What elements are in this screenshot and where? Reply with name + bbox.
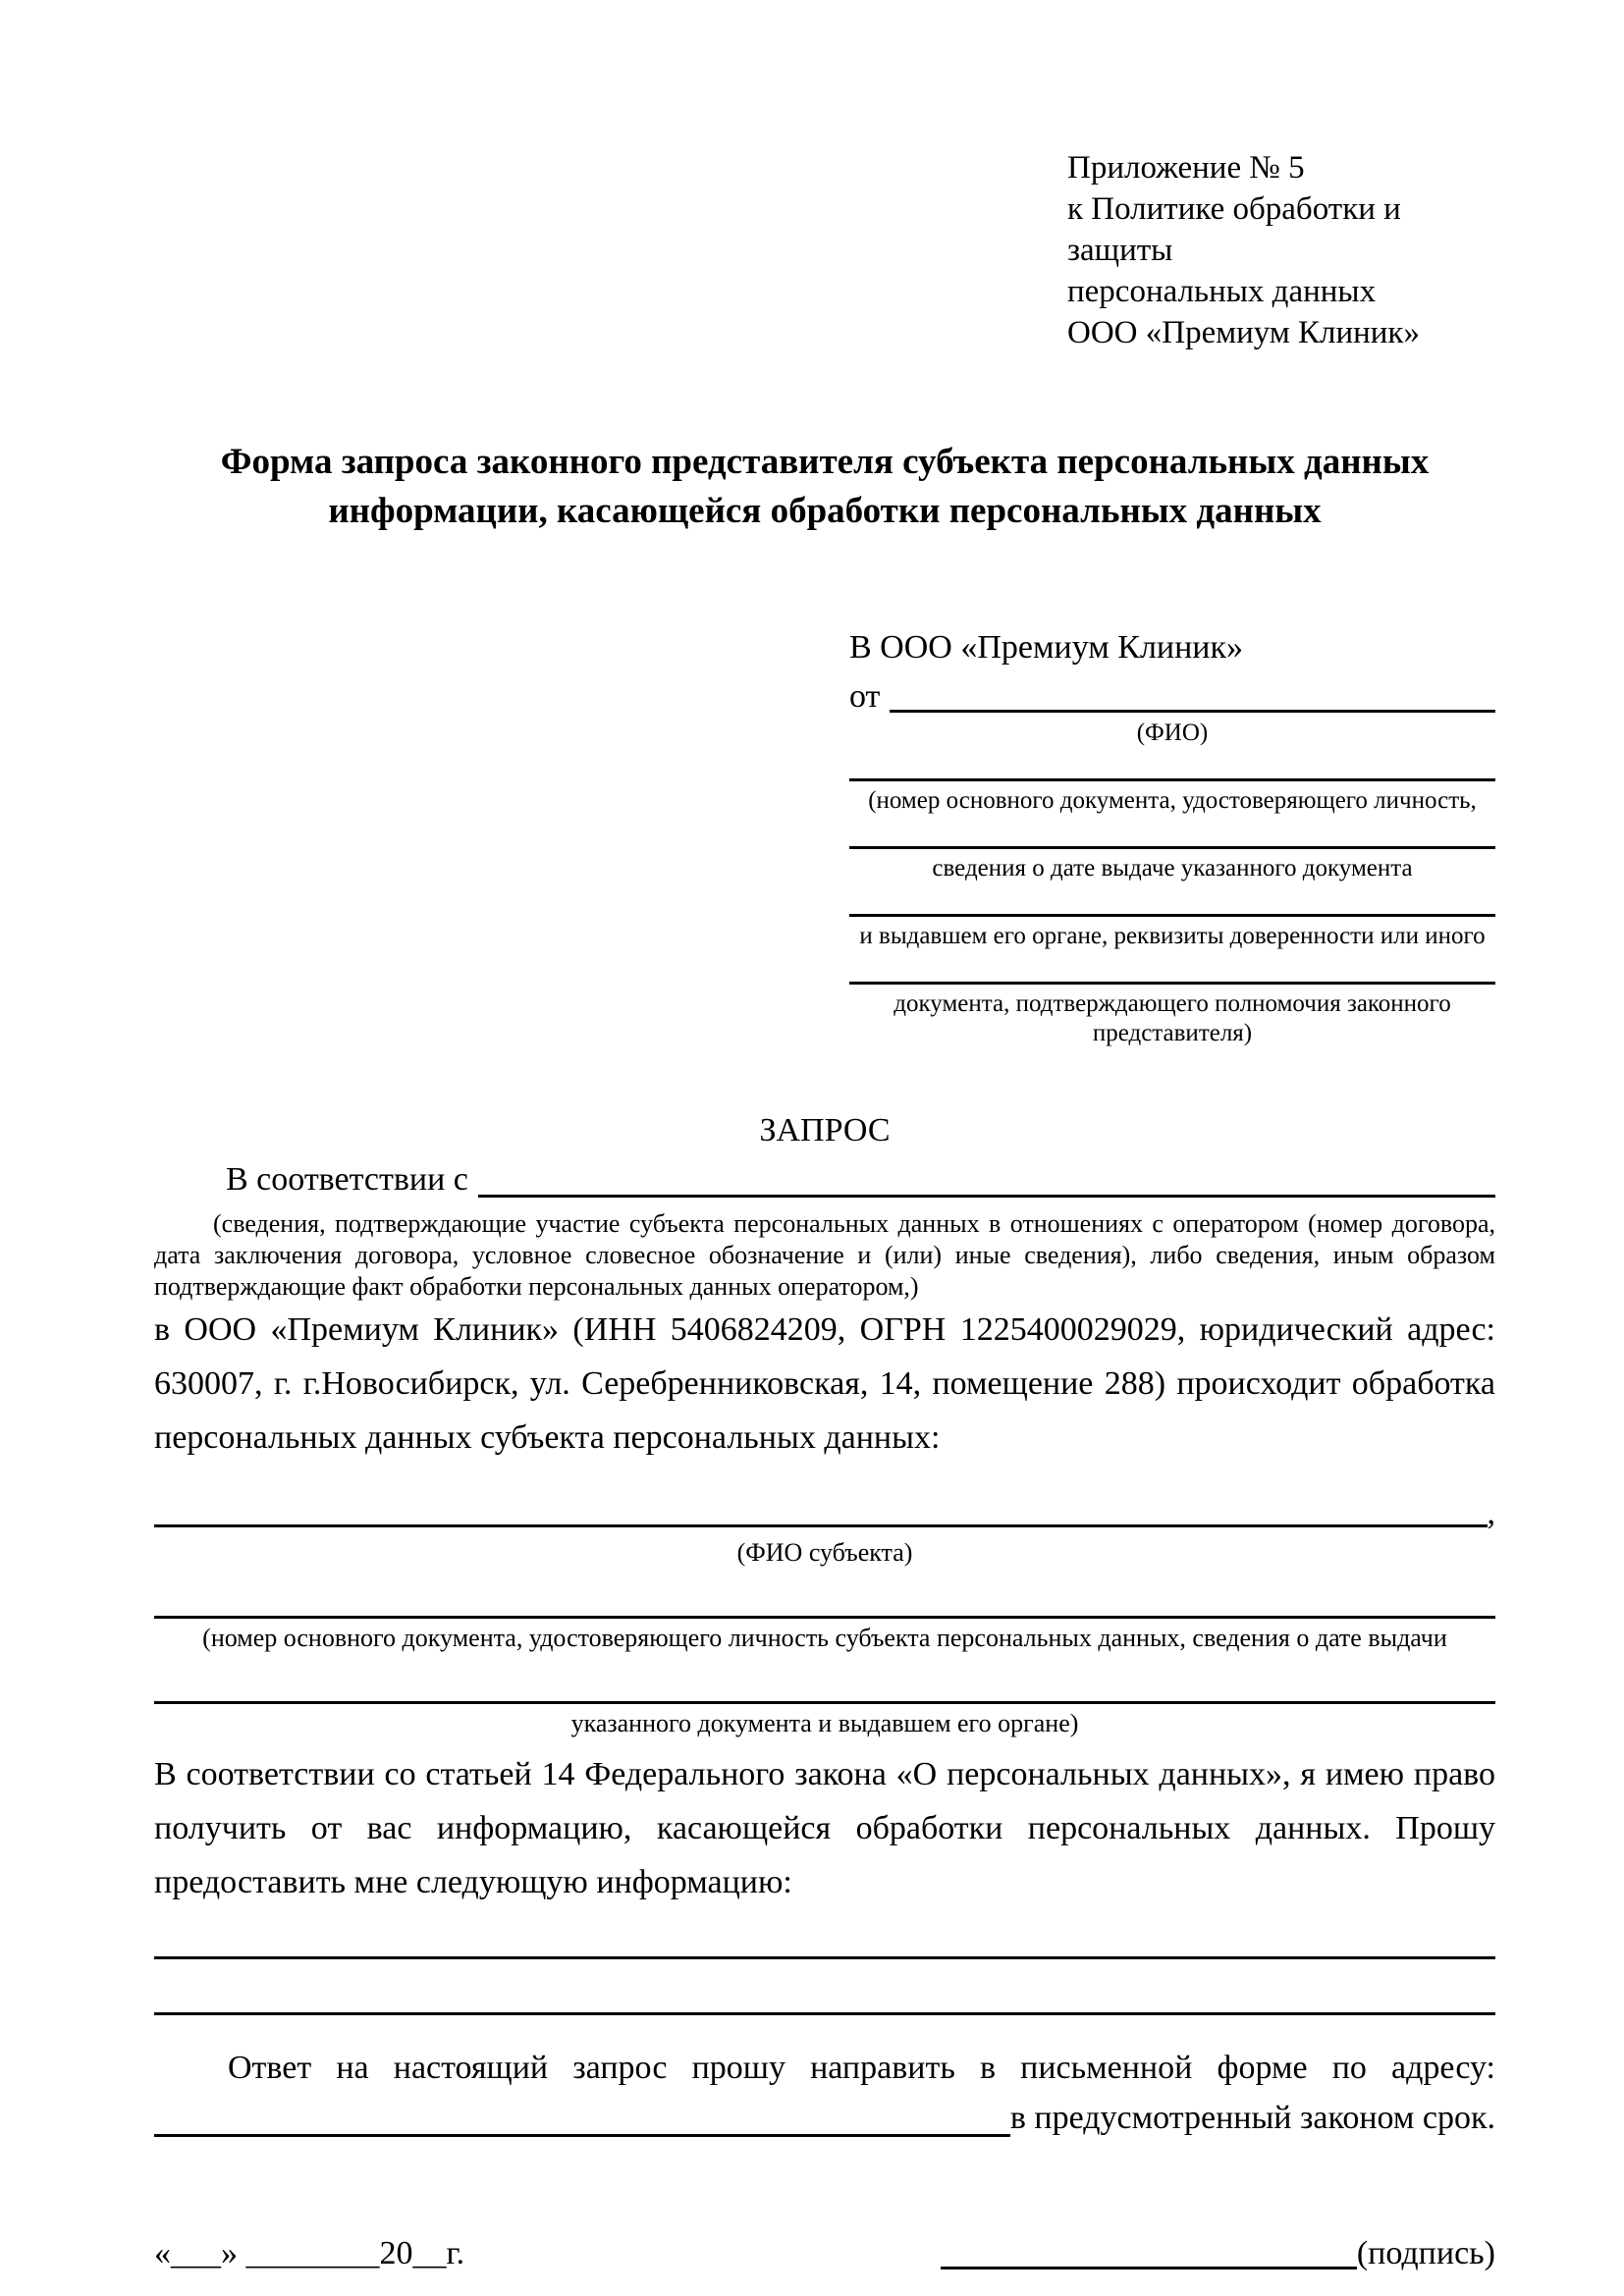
subject-document-issuer-field-line[interactable] xyxy=(154,1701,1495,1704)
identity-document-group xyxy=(849,778,1495,816)
form-title: Форма запроса законного представителя субъекта персональных данных информации, касающейся обработки персональных данных xyxy=(220,442,1430,531)
reply-address-field-line[interactable] xyxy=(154,2095,1010,2137)
subject-fio-row xyxy=(154,1494,1495,1533)
from-label: от xyxy=(849,678,881,715)
annex-line-3: персональных данных xyxy=(1067,274,1377,309)
annex-line-4: ООО «Премиум Клиник» xyxy=(1067,315,1420,350)
annex-line-2: к Политике обработки и защиты xyxy=(1067,191,1401,268)
date-field[interactable]: «___» ________20__г. xyxy=(154,2235,465,2271)
issuing-authority-group xyxy=(849,914,1495,951)
requested-info-field-line-2[interactable] xyxy=(154,2012,1495,2015)
addressee-block xyxy=(849,626,1495,1048)
subject-document-caption: (номер основного документа, удостоверяющего личность субъекта персональных данных, сведения о дате выдачи xyxy=(202,1624,1447,1652)
annex-line-1: Приложение № 5 xyxy=(1067,150,1305,186)
annex-block xyxy=(1067,147,1495,353)
footer-row xyxy=(154,2232,1495,2275)
issue-date-caption: сведения о дате выдаче указанного документа xyxy=(932,855,1413,881)
signature-group xyxy=(941,2232,1495,2275)
representative-fio-field-line[interactable] xyxy=(890,675,1495,713)
authority-document-caption: документа, подтверждающего полномочия законного представителя) xyxy=(893,990,1451,1046)
reply-address-row xyxy=(154,2095,1495,2142)
subject-line-comma: , xyxy=(1487,1495,1495,1531)
operator-paragraph: в ООО «Премиум Клиник» (ИНН 5406824209, ОГРН 1225400029029, юридический адрес: 630007, г. г.Новосибирск, ул. Серебренниковская, 14, помещение 288) происходит обработка персональных данных субъекта персональных данных: xyxy=(154,1311,1495,1456)
intro-row xyxy=(154,1156,1495,1203)
reply-sentence: Ответ на настоящий запрос прошу направить в письменной форме по адресу: xyxy=(228,2050,1495,2086)
rights-paragraph: В соответствии со статьей 14 Федерального закона «О персональных данных», я имею право получить от вас информацию, касающейся обработки персональных данных. Прошу предоставить мне следующую информацию: xyxy=(154,1756,1495,1900)
issue-date-group xyxy=(849,846,1495,883)
authority-document-field-line[interactable] xyxy=(849,982,1495,985)
addressee-organization: В ООО «Премиум Клиник» xyxy=(849,629,1244,666)
issuing-authority-field-line[interactable] xyxy=(849,914,1495,917)
subject-fio-field-line[interactable] xyxy=(154,1494,1488,1527)
fio-caption: (ФИО) xyxy=(1136,720,1209,746)
issuing-authority-caption: и выдавшем его органе, реквизиты доверенности или иного xyxy=(859,923,1486,949)
identity-document-number-field-line[interactable] xyxy=(849,778,1495,781)
subject-fio-caption: (ФИО субъекта) xyxy=(736,1538,913,1567)
subject-document-field-line[interactable] xyxy=(154,1616,1495,1619)
requested-info-field-line-1[interactable] xyxy=(154,1956,1495,1959)
intro-indent xyxy=(154,1156,226,1203)
issue-date-field-line[interactable] xyxy=(849,846,1495,849)
processing-relation-field-line[interactable] xyxy=(478,1156,1495,1198)
signature-caption: (подпись) xyxy=(1356,2235,1495,2271)
identity-document-caption: (номер основного документа, удостоверяющего личность, xyxy=(868,787,1477,814)
intro-label: В соответствии с xyxy=(226,1161,468,1198)
reply-tail: в предусмотренный законом срок. xyxy=(1009,2100,1495,2136)
request-heading: ЗАПРОС xyxy=(759,1112,891,1148)
signature-field-line[interactable] xyxy=(941,2232,1357,2269)
subject-document-issuer-caption: указанного документа и выдавшем его органе) xyxy=(570,1709,1079,1737)
authority-document-group xyxy=(849,982,1495,1048)
intro-caption: (сведения, подтверждающие участие субъекта персональных данных в отношениях с оператором (номер договора, дата заключения договора, условное словесное обозначение и (или) иные сведения), либо сведения, иным образом подтверждающие факт обработки персональных данных оператором,) xyxy=(154,1209,1495,1301)
from-row xyxy=(849,675,1495,719)
